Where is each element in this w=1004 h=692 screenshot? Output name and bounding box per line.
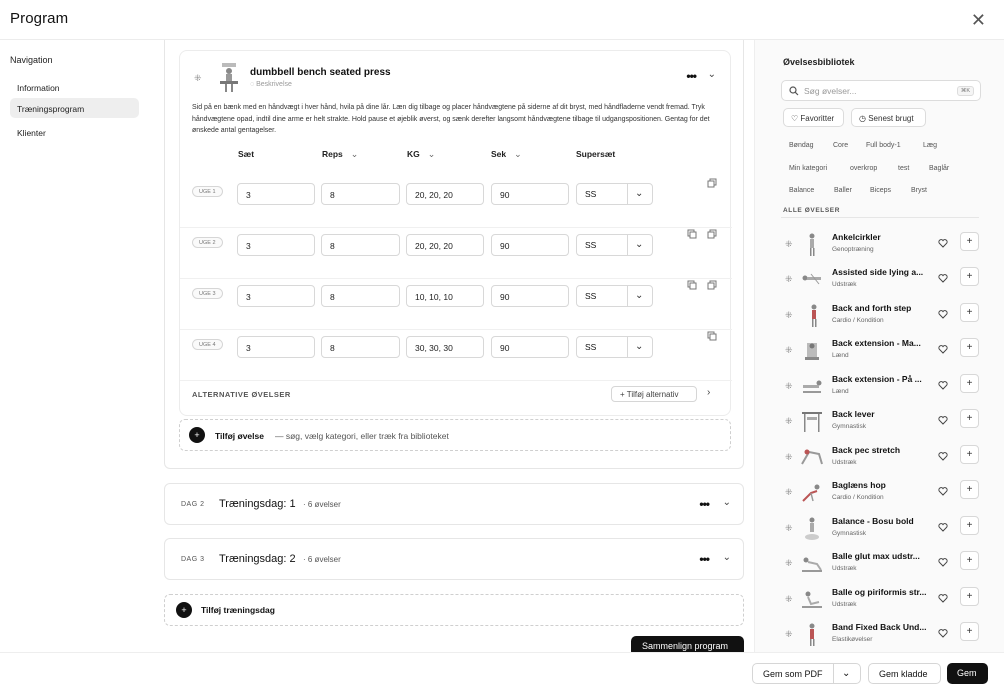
add-exercise-label: Tilføj øvelse: [215, 431, 264, 441]
library-item[interactable]: [781, 262, 981, 296]
program-editor: [164, 40, 744, 652]
chevron-down-icon: ⌄: [427, 149, 436, 159]
drag-handle-icon[interactable]: ⁜: [785, 239, 793, 249]
heart-icon[interactable]: [938, 273, 948, 283]
week-row: [180, 229, 732, 279]
week-badge: UGE 2: [192, 237, 223, 248]
sec-input[interactable]: 90: [491, 183, 569, 205]
day-tag: DAG 3: [181, 556, 205, 563]
heart-icon[interactable]: [938, 451, 948, 461]
reps-input[interactable]: 8: [321, 183, 400, 205]
library-item[interactable]: [781, 333, 981, 367]
library-search[interactable]: [781, 80, 981, 101]
more-options-icon[interactable]: •••: [686, 69, 696, 83]
column-sets: Sæt: [238, 149, 255, 159]
drag-handle-icon[interactable]: ⁜: [785, 594, 793, 604]
library-item[interactable]: [781, 582, 981, 616]
chevron-down-icon: ⌄: [635, 188, 644, 199]
chevron-down-icon[interactable]: ⌄: [722, 497, 731, 508]
alternatives-heading: ALTERNATIVE ØVELSER: [192, 390, 291, 399]
superset-select[interactable]: SS ⌄: [576, 336, 653, 358]
exercise-category: Udstræk: [832, 601, 857, 608]
heart-icon[interactable]: [938, 309, 948, 319]
chevron-down-icon: ⌄: [842, 668, 851, 679]
exercise-thumbnail: [216, 61, 242, 93]
library-item[interactable]: [781, 475, 981, 509]
nav-item-clients[interactable]: Klienter: [17, 128, 46, 138]
add-alternative-button[interactable]: + Tilføj alternativ: [611, 386, 697, 402]
chevron-down-icon: ⌄: [635, 290, 644, 301]
library-item[interactable]: [781, 511, 981, 545]
category-chip[interactable]: Læg: [923, 142, 938, 149]
day-title: Træningsdag: 2: [219, 553, 296, 565]
exercise-name: Balle og piriformis str...: [832, 587, 927, 597]
side-navigation: [0, 40, 150, 652]
heart-icon[interactable]: [938, 628, 948, 638]
exercise-thumbnail: [799, 408, 825, 434]
week-row: [180, 178, 732, 228]
add-exercise-icon[interactable]: +: [960, 267, 979, 286]
more-options-icon[interactable]: •••: [699, 552, 709, 566]
library-item[interactable]: [781, 298, 981, 332]
exercise-thumbnail: [799, 479, 825, 505]
exercise-thumbnail: [799, 515, 825, 541]
exercise-thumbnail: [799, 231, 825, 257]
week-badge: UGE 1: [192, 186, 223, 197]
chevron-down-icon[interactable]: ⌄: [722, 552, 731, 563]
exercise-name: Balle glut max udstr...: [832, 551, 920, 561]
category-chip[interactable]: Baglår: [929, 165, 950, 172]
category-chip[interactable]: Balance: [789, 187, 815, 194]
add-training-day-button[interactable]: [164, 594, 744, 626]
exercise-category: Udstræk: [832, 281, 857, 288]
drag-handle-icon[interactable]: ⁜: [785, 381, 793, 391]
drag-handle-icon[interactable]: ⁜: [785, 345, 793, 355]
category-chip[interactable]: test: [898, 165, 910, 172]
add-exercise-icon[interactable]: +: [960, 587, 979, 606]
day-title: Træningsdag: 1: [219, 498, 296, 510]
day-exercise-count: · 6 øvelser: [303, 500, 341, 509]
close-icon[interactable]: ✕: [970, 10, 986, 30]
category-chip[interactable]: Bøndag: [789, 142, 814, 149]
exercise-category: Cardio / Kondition: [832, 317, 884, 324]
heart-icon[interactable]: [938, 380, 948, 390]
sec-input[interactable]: 90: [491, 234, 569, 256]
chevron-right-icon[interactable]: ›: [707, 387, 711, 398]
nav-item-information[interactable]: Information: [17, 83, 60, 93]
drag-handle-icon[interactable]: ⁜: [785, 416, 793, 426]
exercise-name: dumbbell bench seated press: [250, 67, 391, 78]
library-item[interactable]: [781, 404, 981, 438]
week-row: [180, 280, 732, 330]
library-item[interactable]: [781, 440, 981, 474]
exercise-name: Assisted side lying a...: [832, 267, 924, 277]
kg-input[interactable]: 30, 30, 30: [406, 336, 484, 358]
chevron-down-icon[interactable]: ⌄: [707, 69, 716, 80]
exercise-category: Gymnastisk: [832, 530, 866, 537]
add-day-label: Tilføj træningsdag: [201, 605, 275, 615]
exercise-name: Back pec stretch: [832, 445, 901, 455]
heart-icon[interactable]: [938, 344, 948, 354]
chevron-down-icon: ⌄: [514, 149, 522, 159]
copy-icon[interactable]: [707, 229, 717, 239]
category-chip[interactable]: overkrop: [850, 165, 878, 172]
day-card-3[interactable]: [164, 538, 744, 580]
exercise-name: Band Fixed Back Und...: [832, 622, 927, 632]
add-exercise-icon[interactable]: +: [960, 374, 979, 393]
description-toggle[interactable]: ◌ Beskrivelse: [250, 81, 292, 88]
exercise-thumbnail: [799, 444, 825, 470]
heart-icon: ♡: [791, 114, 799, 123]
exercise-name: Baglæns hop: [832, 480, 886, 490]
category-chip[interactable]: Min kategori: [789, 165, 828, 172]
column-superset: Supersæt: [576, 149, 616, 159]
library-item[interactable]: [781, 617, 981, 651]
add-exercise-icon[interactable]: +: [960, 622, 979, 641]
exercise-category: Gymnastisk: [832, 423, 866, 430]
drag-handle-icon[interactable]: ⁜: [785, 523, 793, 533]
sec-input[interactable]: 90: [491, 336, 569, 358]
exercise-name: Back extension - På ...: [832, 374, 922, 384]
library-item[interactable]: [781, 369, 981, 403]
plus-icon: +: [189, 427, 205, 443]
reps-input[interactable]: 8: [321, 285, 400, 307]
exercise-category: Udstræk: [832, 459, 857, 466]
exercise-name: Back lever: [832, 409, 875, 419]
search-input[interactable]: [804, 84, 944, 98]
exercise-category: Elastikøvelser: [832, 636, 873, 643]
add-exercise-icon[interactable]: +: [960, 338, 979, 357]
category-chip[interactable]: Biceps: [870, 187, 892, 194]
superset-select[interactable]: SS ⌄: [576, 285, 653, 307]
exercise-name: Back and forth step: [832, 303, 912, 313]
category-chip[interactable]: Baller: [834, 187, 852, 194]
library-title: Øvelsesbibliotek: [783, 57, 855, 67]
add-exercise-icon[interactable]: +: [960, 516, 979, 535]
divider: [781, 217, 979, 218]
add-exercise-hint: — søg, vælg kategori, eller træk fra biblioteket: [275, 431, 449, 441]
column-reps[interactable]: Reps ⌄: [322, 149, 359, 159]
favorites-filter-button[interactable]: ♡ Favoritter: [783, 108, 844, 127]
column-sec[interactable]: Sek ⌄: [491, 149, 522, 159]
heart-icon[interactable]: [938, 415, 948, 425]
add-exercise-icon[interactable]: +: [960, 551, 979, 570]
sets-input[interactable]: 3: [237, 234, 315, 256]
add-exercise-icon[interactable]: +: [960, 409, 979, 428]
exercise-thumbnail: [799, 302, 825, 328]
exercise-card: [179, 50, 731, 416]
week-row: [180, 331, 732, 381]
modal-header: [0, 0, 1004, 40]
exercise-library: [754, 40, 1004, 652]
exercise-category: Cardio / Kondition: [832, 494, 884, 501]
history-icon: ◷: [859, 114, 866, 123]
nav-item-training-program[interactable]: Træningsprogram: [10, 98, 139, 118]
library-item[interactable]: [781, 227, 981, 261]
exercise-description: Sid på en bænk med en håndvægt i hver hånd, hvila på dine lår. Læn dig tilbage og placer håndvægtene på siderne af dit bryst, med håndfladerne vendt fremad. Tryk håndvægtene opad, indtil dine arme er helt strakte. Hold pause et øjeblik øverst, og sænk derefter langsomt håndvægtene tilbage til udgangspositionen. Gentag for det ønskede antal gentagelser.: [192, 104, 710, 134]
more-options-icon[interactable]: •••: [699, 497, 709, 511]
exercise-category: Udstræk: [832, 565, 857, 572]
superset-select[interactable]: SS ⌄: [576, 234, 653, 256]
heart-icon[interactable]: [938, 486, 948, 496]
add-exercise-button[interactable]: [179, 419, 731, 451]
heart-icon[interactable]: [938, 557, 948, 567]
exercise-thumbnail: [799, 337, 825, 363]
heart-icon[interactable]: [938, 238, 948, 248]
exercise-name: Ankelcirkler: [832, 232, 881, 242]
reps-input[interactable]: 8: [321, 336, 400, 358]
copy-up-icon[interactable]: [687, 280, 697, 290]
exercise-thumbnail: [799, 550, 825, 576]
sets-input[interactable]: 3: [237, 285, 315, 307]
copy-icon[interactable]: [707, 280, 717, 290]
exercise-thumbnail: [799, 621, 825, 647]
exercise-thumbnail: [799, 586, 825, 612]
add-exercise-icon[interactable]: +: [960, 303, 979, 322]
search-icon: [789, 86, 799, 96]
library-item[interactable]: [781, 546, 981, 580]
drag-handle-icon[interactable]: ⁜: [785, 310, 793, 320]
all-exercises-heading: ALLE ØVELSER: [783, 207, 841, 214]
add-exercise-icon[interactable]: +: [960, 445, 979, 464]
exercise-name: Back extension - Ma...: [832, 338, 921, 348]
compare-program-button[interactable]: Sammenlign program: [631, 636, 744, 652]
day-card-2[interactable]: [164, 483, 744, 525]
drag-handle-icon[interactable]: ⁜: [785, 452, 793, 462]
exercise-category: Lænd: [832, 388, 849, 395]
drag-handle-icon[interactable]: ⁜: [194, 73, 202, 83]
chevron-down-icon: ⌄: [635, 341, 644, 352]
page-title: Program: [10, 10, 69, 27]
exercise-category: Lænd: [832, 352, 849, 359]
week-badge: UGE 3: [192, 288, 223, 299]
heart-icon[interactable]: [938, 593, 948, 603]
exercise-thumbnail: [799, 266, 825, 292]
save-draft-button[interactable]: Gem kladde: [868, 663, 941, 684]
copy-up-icon[interactable]: [707, 331, 717, 341]
chevron-down-icon: ⌄: [635, 239, 644, 250]
exercise-name: Balance - Bosu bold: [832, 516, 914, 526]
drag-handle-icon[interactable]: ⁜: [785, 558, 793, 568]
copy-up-icon[interactable]: [687, 229, 697, 239]
category-chip[interactable]: Full body-1: [866, 142, 901, 149]
day-card-1: [164, 40, 744, 469]
add-exercise-icon[interactable]: +: [960, 480, 979, 499]
add-exercise-icon[interactable]: +: [960, 232, 979, 251]
chevron-down-icon: ⌄: [350, 149, 359, 159]
plus-icon: +: [176, 602, 192, 618]
kg-input[interactable]: 10, 10, 10: [406, 285, 484, 307]
sets-input[interactable]: 3: [237, 336, 315, 358]
sec-input[interactable]: 90: [491, 285, 569, 307]
day-exercise-count: · 6 øvelser: [303, 555, 341, 564]
save-button[interactable]: Gem: [947, 663, 988, 684]
sets-input[interactable]: 3: [237, 183, 315, 205]
copy-icon[interactable]: [707, 178, 717, 188]
nav-heading: Navigation: [10, 55, 53, 65]
drag-handle-icon[interactable]: ⁜: [785, 487, 793, 497]
heart-icon[interactable]: [938, 522, 948, 532]
category-chip[interactable]: Bryst: [911, 187, 927, 194]
drag-handle-icon[interactable]: ⁜: [785, 274, 793, 284]
shortcut-hint: ⌘K: [957, 86, 974, 96]
save-as-pdf-button[interactable]: Gem som PDF ⌄: [752, 663, 861, 684]
kg-input[interactable]: 20, 20, 20: [406, 183, 484, 205]
exercise-category: Genoptræning: [832, 246, 874, 253]
recent-filter-button[interactable]: ◷ Senest brugt: [851, 108, 926, 127]
kg-input[interactable]: 20, 20, 20: [406, 234, 484, 256]
exercise-thumbnail: [799, 373, 825, 399]
footer-bar: [0, 652, 1004, 692]
category-chip[interactable]: Core: [833, 142, 849, 149]
week-badge: UGE 4: [192, 339, 223, 350]
reps-input[interactable]: 8: [321, 234, 400, 256]
column-kg[interactable]: KG ⌄: [407, 149, 436, 159]
superset-select[interactable]: SS ⌄: [576, 183, 653, 205]
drag-handle-icon[interactable]: ⁜: [785, 629, 793, 639]
day-tag: DAG 2: [181, 501, 205, 508]
